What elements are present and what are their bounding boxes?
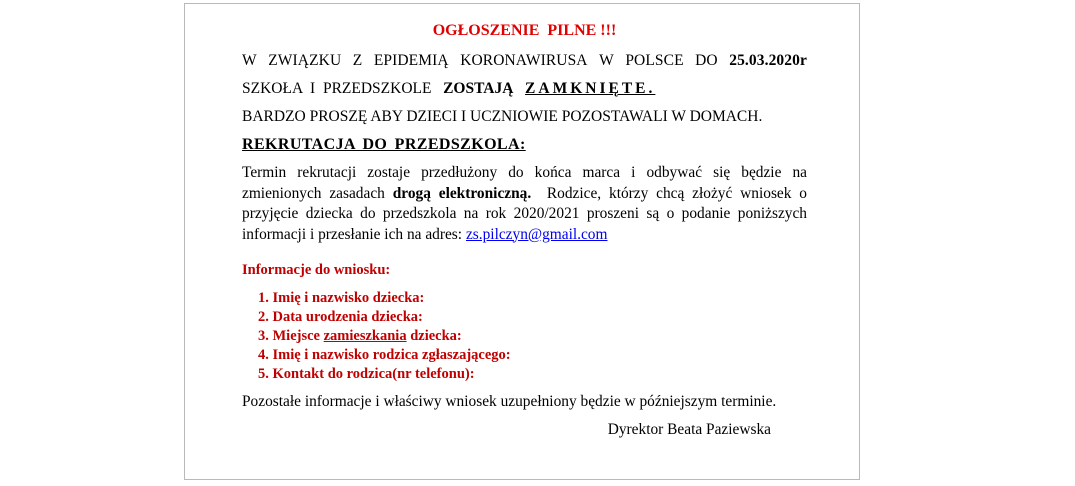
paragraph-part1: Termin rekrutacji zostaje przedłużony do końca marca i odbywać się będzie na zmienionych zasadach — [242, 164, 807, 202]
list-text: Miejsce — [272, 328, 324, 345]
epidemic-word: DO — [695, 52, 718, 69]
closure-prefix: SZKOŁA I PRZEDSZKOLE — [242, 80, 432, 97]
signature: Dyrektor Beata Paziewska — [607, 421, 771, 439]
closure-spaced: ZAMKNIĘTE. — [525, 80, 656, 97]
info-label: Informacje do wniosku: — [242, 262, 391, 279]
epidemic-word: POLSCE — [625, 52, 684, 69]
paragraph-part2: Rodzice, którzy chcą złożyć wniosek o przyjęcie dziecka do przedszkola na rok 2020/2021 proszeni są o podanie poniższych informacji i przesłanie ich na adres: — [242, 184, 811, 243]
epidemic-word: Z — [352, 52, 363, 69]
list-number: 5. — [258, 366, 269, 383]
list-text: Kontakt do rodzica(nr telefonu): — [272, 366, 475, 383]
paragraph-bold: drogą elektroniczną. — [392, 184, 532, 202]
epidemic-line — [242, 51, 807, 71]
list-number: 3. — [258, 328, 269, 345]
epidemic-word: ZWIĄZKU — [268, 52, 342, 69]
list-text: Data urodzenia dziecka: — [272, 309, 423, 326]
application-fields-list — [242, 289, 807, 384]
recruitment-heading: REKRUTACJA DO PRZEDSZKOLA: — [242, 136, 526, 153]
list-text: Imię i nazwisko rodzica zgłaszającego: — [272, 347, 511, 364]
stay-home-line: BARDZO PROSZĘ ABY DZIECI I UCZNIOWIE POZOSTAWALI W DOMACH. — [242, 108, 763, 125]
closing-line: Pozostałe informacje i właściwy wniosek uzupełniony będzie w późniejszym terminie. — [242, 393, 777, 411]
list-text-underlined: zamieszkania — [323, 328, 407, 345]
document-content — [242, 21, 811, 440]
list-item — [258, 327, 807, 346]
closure-bold: ZOSTAJĄ — [443, 80, 514, 97]
list-item — [258, 365, 807, 384]
closure-date: 25.03.2020r — [729, 52, 807, 69]
list-item — [258, 289, 807, 308]
email-link[interactable]: zs.pilczyn@gmail.com — [465, 225, 608, 243]
epidemic-word: W — [599, 52, 614, 69]
list-item — [258, 308, 807, 327]
epidemic-word: W — [242, 52, 257, 69]
list-number: 4. — [258, 347, 269, 364]
list-number: 1. — [258, 290, 269, 307]
epidemic-word: KORONAWIRUSA — [460, 52, 588, 69]
recruitment-paragraph — [242, 163, 811, 245]
list-text: Imię i nazwisko dziecka: — [272, 290, 425, 307]
announcement-title: OGŁOSZENIE PILNE !!! — [432, 22, 617, 39]
closure-line — [242, 79, 807, 99]
epidemic-word: EPIDEMIĄ — [373, 52, 449, 69]
list-text: dziecka: — [406, 328, 462, 345]
list-number: 2. — [258, 309, 269, 326]
document-page — [184, 3, 860, 480]
list-item — [258, 346, 807, 365]
